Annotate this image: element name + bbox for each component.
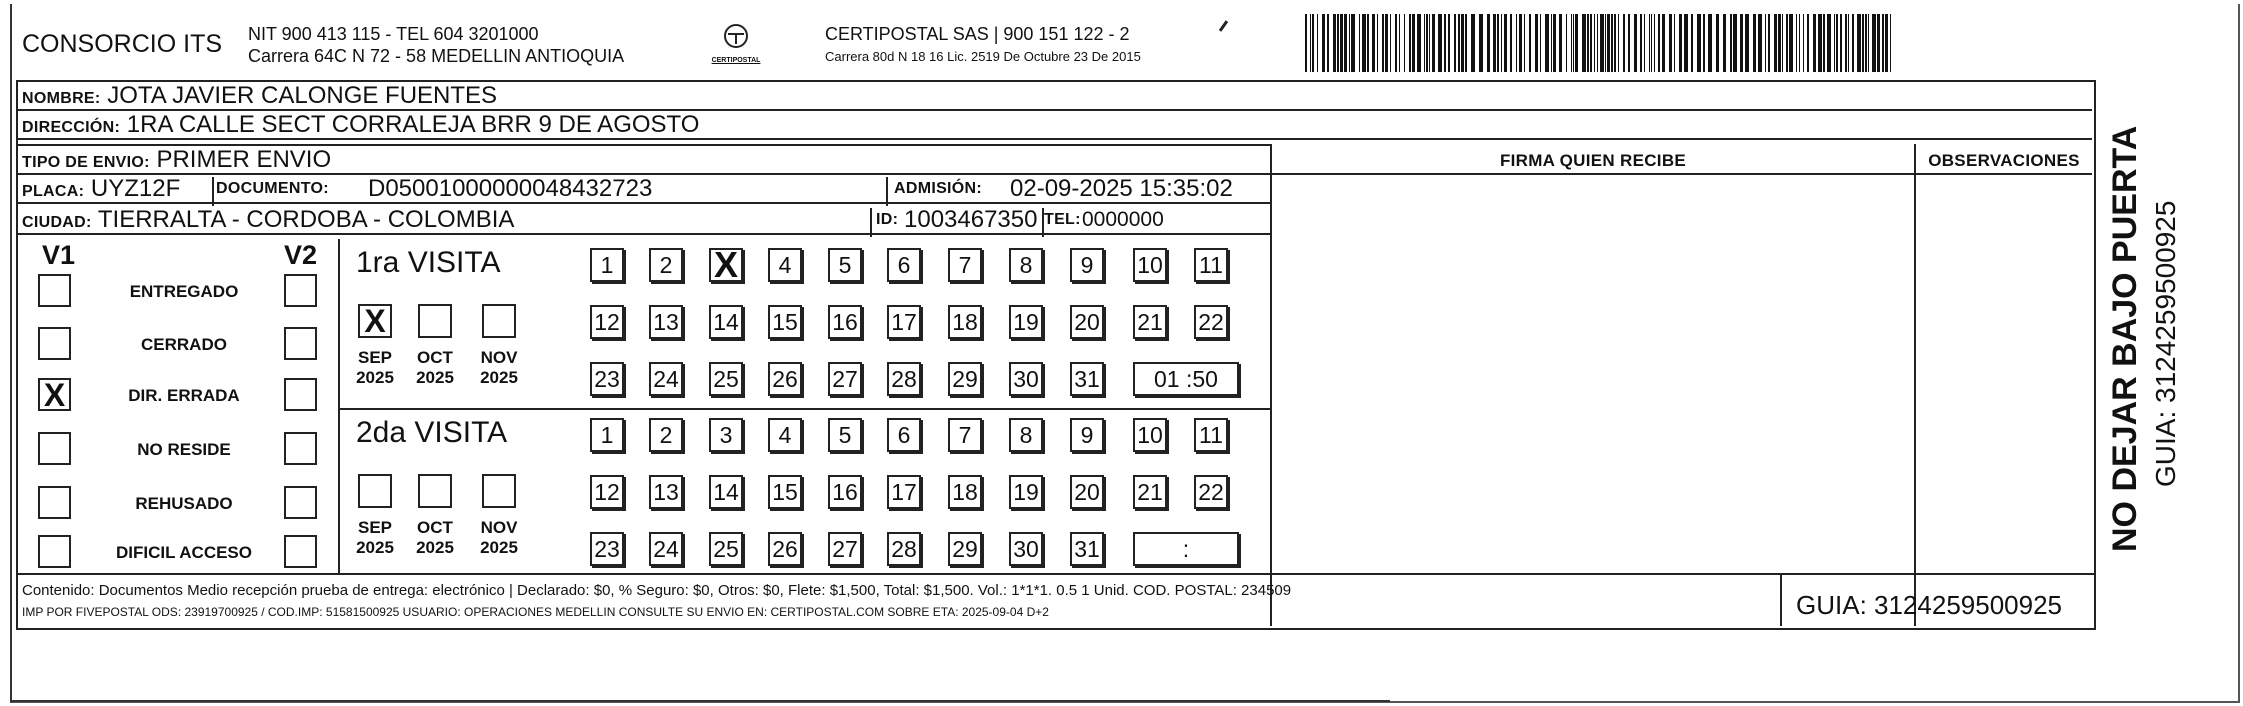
- barcode-bar: [1723, 14, 1726, 72]
- barcode-bar: [1768, 14, 1770, 72]
- barcode-bar: [1691, 14, 1693, 72]
- status-divider: [338, 239, 340, 573]
- v2-checkbox[interactable]: [284, 327, 317, 360]
- barcode-bar: [1465, 14, 1467, 72]
- status-label: ENTREGADO: [129, 282, 239, 301]
- day-box[interactable]: 22: [1194, 305, 1228, 339]
- day-box[interactable]: 29: [948, 362, 982, 396]
- barcode-bar: [1674, 14, 1675, 72]
- v1-header: V1: [42, 240, 76, 270]
- company-name: CONSORCIO ITS: [22, 30, 223, 58]
- barcode-bar: [1377, 14, 1378, 72]
- day-box[interactable]: 27: [828, 362, 862, 396]
- day-box[interactable]: 15: [768, 475, 802, 509]
- barcode-bar: [1426, 14, 1428, 72]
- day-box[interactable]: 30: [1009, 532, 1043, 566]
- month-year: 2025: [480, 368, 518, 387]
- day-box[interactable]: 12: [590, 305, 624, 339]
- month-checkbox[interactable]: [418, 304, 452, 338]
- barcode-bar: [1444, 14, 1446, 72]
- barcode-bar: [1628, 14, 1630, 72]
- barcode-bar: [1823, 14, 1825, 72]
- month-year: 2025: [416, 368, 454, 387]
- day-box[interactable]: 15: [768, 305, 802, 339]
- barcode-bar: [1799, 14, 1800, 72]
- logo-text: CERTIPOSTAL: [711, 57, 761, 64]
- barcode-bar: [1317, 14, 1318, 72]
- barcode-bar: [1479, 14, 1483, 72]
- time-box[interactable]: 01 :50: [1133, 362, 1239, 396]
- day-box[interactable]: 5: [828, 248, 862, 282]
- month-year: 2025: [356, 538, 394, 557]
- day-box[interactable]: 28: [887, 362, 921, 396]
- barcode-bar: [1510, 14, 1512, 72]
- tel-divider: [1042, 208, 1044, 237]
- barcode-bar: [1614, 14, 1616, 72]
- barcode-bar: [1551, 14, 1552, 72]
- barcode-bar: [1559, 14, 1562, 72]
- v1-checkbox[interactable]: [38, 274, 71, 307]
- barcode-bar: [1845, 14, 1847, 72]
- v1-checkbox[interactable]: X: [38, 378, 71, 411]
- month-name: OCT: [417, 518, 453, 537]
- placa-label: PLACA:: [22, 183, 85, 200]
- month-name: OCT: [417, 348, 453, 367]
- barcode-bar: [1305, 14, 1307, 72]
- day-box[interactable]: 6: [887, 418, 921, 452]
- day-box[interactable]: 26: [768, 532, 802, 566]
- barcode-bar: [1662, 14, 1665, 72]
- v2-header: V2: [284, 240, 318, 270]
- footer-guia: GUIA: 3124259500925: [1796, 590, 2062, 620]
- footer-print-info: IMP POR FIVEPOSTAL ODS: 23919700925 / COD.IMP: 51581500925 USUARIO: OPERACIONES MEDELLIN CONSULTE SU ENVIO EN: CERTIPOSTAL.COM SOBRE ETA: 2025-09-04 D+2: [22, 605, 1049, 619]
- month-name: SEP: [357, 518, 393, 537]
- admision-divider: [886, 177, 888, 206]
- barcode-bar: [1882, 14, 1884, 72]
- barcode-bar: [1575, 14, 1578, 72]
- day-box[interactable]: 23: [590, 532, 624, 566]
- barcode-bar: [1644, 14, 1645, 72]
- barcode-bar: [1852, 14, 1854, 72]
- day-box[interactable]: 19: [1009, 305, 1043, 339]
- day-box[interactable]: 25: [709, 362, 743, 396]
- barcode-bar: [1834, 14, 1835, 72]
- barcode-bar: [1412, 14, 1415, 72]
- barcode-bar: [1424, 14, 1425, 72]
- day-box[interactable]: 5: [828, 418, 862, 452]
- barcode-bar: [1461, 14, 1464, 72]
- id-value: 1003467350: [904, 206, 1038, 233]
- barcode-bar: [1372, 14, 1375, 72]
- barcode-bar: [1390, 14, 1391, 72]
- day-box[interactable]: 25: [709, 532, 743, 566]
- v2-checkbox[interactable]: [284, 432, 317, 465]
- id-label: ID:: [876, 211, 899, 228]
- barcode-bar: [1362, 14, 1366, 72]
- barcode-bar: [1813, 14, 1816, 72]
- barcode-bar: [1429, 14, 1430, 72]
- row-tipo: [18, 144, 1270, 175]
- day-box[interactable]: 24: [649, 362, 683, 396]
- barcode-bar: [1524, 14, 1525, 72]
- nombre-label: NOMBRE:: [22, 90, 101, 107]
- barcode-bar: [1590, 14, 1592, 72]
- month-checkbox[interactable]: [418, 474, 452, 508]
- barcode-bar: [1344, 14, 1347, 72]
- barcode-bar: [1571, 14, 1572, 72]
- carrier-name: CERTIPOSTAL SAS | 900 151 122 - 2: [825, 24, 1130, 44]
- barcode-bar: [1803, 14, 1804, 72]
- day-box[interactable]: 21: [1133, 305, 1167, 339]
- month-name: NOV: [480, 348, 518, 367]
- barcode-bar: [1611, 14, 1613, 72]
- barcode-bar: [1684, 14, 1688, 72]
- month-checkbox[interactable]: X: [358, 304, 392, 338]
- status-label: DIR. ERRADA: [128, 386, 240, 405]
- barcode-bar: [1333, 14, 1336, 72]
- month-name: SEP: [357, 348, 393, 367]
- day-box[interactable]: 1: [590, 418, 624, 452]
- barcode-bar: [1519, 14, 1522, 72]
- barcode-bar: [1890, 14, 1891, 72]
- barcode-bar: [1516, 14, 1517, 72]
- v2-checkbox[interactable]: [284, 274, 317, 307]
- direccion-value: 1RA CALLE SECT CORRALEJA BRR 9 DE AGOSTO: [126, 111, 700, 138]
- day-box[interactable]: 13: [649, 475, 683, 509]
- barcode-bar: [1587, 14, 1589, 72]
- status-label: DIFICIL ACCESO: [115, 543, 252, 562]
- footer-contents: Contenido: Documentos Medio recepción prueba de entrega: electrónico | Declarado: $0, % Seguro: $0, Otros: $0, Flete: $1,500, Total: $1,500. Vol.: 1*1*1. 0.5 1 Unid. COD. POSTAL: 234509: [22, 582, 1292, 599]
- barcode-bar: [1607, 14, 1610, 72]
- barcode-bar: [1327, 14, 1329, 72]
- barcode-bar: [1597, 14, 1598, 72]
- month-checkbox[interactable]: [482, 304, 516, 338]
- day-box[interactable]: 6: [887, 248, 921, 282]
- day-box[interactable]: 17: [887, 305, 921, 339]
- v2-checkbox[interactable]: [284, 378, 317, 411]
- barcode-bar: [1493, 14, 1496, 72]
- v2-checkbox[interactable]: [284, 535, 317, 568]
- side-notice: NO DEJAR BAJO PUERTA: [2106, 125, 2144, 552]
- barcode-bar: [1471, 14, 1475, 72]
- day-box[interactable]: 4: [768, 418, 802, 452]
- day-box[interactable]: 31: [1070, 532, 1104, 566]
- barcode-bar: [1796, 14, 1797, 72]
- barcode-bar: [1409, 14, 1411, 72]
- barcode-bar: [1497, 14, 1499, 72]
- day-box[interactable]: 13: [649, 305, 683, 339]
- barcode-bar: [1417, 14, 1421, 72]
- direccion-label: DIRECCIÓN:: [22, 119, 121, 136]
- logo-emblem-icon: [703, 22, 769, 52]
- observaciones-label: OBSERVACIONES: [1928, 151, 2080, 170]
- barcode-bar: [1877, 14, 1880, 72]
- tel-label: TEL:: [1044, 211, 1081, 228]
- day-box[interactable]: 2: [649, 418, 683, 452]
- barcode-bar: [1454, 14, 1456, 72]
- barcode-bar: [1758, 14, 1762, 72]
- barcode-bar: [1862, 14, 1864, 72]
- barcode-bar: [1395, 14, 1397, 72]
- barcode-bar: [1740, 14, 1743, 72]
- tel-value: 0000000: [1082, 208, 1164, 231]
- firma-column-divider: [1270, 144, 1272, 626]
- barcode-bar: [1848, 14, 1849, 72]
- documento-value: D05001000000048432723: [368, 175, 653, 202]
- day-box[interactable]: 17: [887, 475, 921, 509]
- barcode-bar: [1658, 14, 1660, 72]
- time-box[interactable]: :: [1133, 532, 1239, 566]
- barcode-bar: [1782, 14, 1783, 72]
- certipostal-logo: [703, 22, 769, 68]
- barcode-bar: [1774, 14, 1777, 72]
- day-box[interactable]: 9: [1070, 418, 1104, 452]
- barcode-bar: [1501, 14, 1502, 72]
- v1-checkbox[interactable]: [38, 432, 71, 465]
- barcode-bar: [1818, 14, 1822, 72]
- barcode-bar: [1385, 14, 1388, 72]
- row-direccion: [18, 111, 2092, 140]
- barcode-bar: [1529, 14, 1531, 72]
- row-nombre: [18, 82, 2092, 111]
- day-box[interactable]: 14: [709, 475, 743, 509]
- day-box[interactable]: 8: [1009, 248, 1043, 282]
- barcode-bar: [1649, 14, 1650, 72]
- footer-guia-divider: [1780, 575, 1782, 626]
- row-placa: [18, 175, 1270, 204]
- status-label: REHUSADO: [135, 494, 233, 513]
- barcode-bar: [1438, 14, 1442, 72]
- day-box[interactable]: 20: [1070, 475, 1104, 509]
- barcode-bar: [1840, 14, 1842, 72]
- barcode-bar: [1594, 14, 1595, 72]
- barcode-bar: [1634, 14, 1637, 72]
- day-box[interactable]: 21: [1133, 475, 1167, 509]
- id-divider: [870, 208, 872, 237]
- month-year: 2025: [416, 538, 454, 557]
- barcode-bar: [1573, 14, 1574, 72]
- firma-header-line: [1270, 173, 2092, 175]
- day-box[interactable]: 10: [1133, 248, 1167, 282]
- barcode-bar: [1487, 14, 1490, 72]
- day-box[interactable]: 12: [590, 475, 624, 509]
- day-box[interactable]: 27: [828, 532, 862, 566]
- day-box[interactable]: 20: [1070, 305, 1104, 339]
- day-box[interactable]: 10: [1133, 418, 1167, 452]
- day-box[interactable]: 8: [1009, 418, 1043, 452]
- tipo-label: TIPO DE ENVIO:: [22, 154, 150, 171]
- day-box[interactable]: 9: [1070, 248, 1104, 282]
- barcode-bar: [1535, 14, 1538, 72]
- barcode-bar: [1730, 14, 1732, 72]
- barcode-bar: [1359, 14, 1360, 72]
- barcode-bar: [1679, 14, 1682, 72]
- barcode-bar: [1716, 14, 1719, 72]
- month-name: NOV: [480, 518, 518, 537]
- status-label: CERRADO: [141, 335, 227, 354]
- day-box[interactable]: 22: [1194, 475, 1228, 509]
- barcode-bar: [1640, 14, 1642, 72]
- visit-divider: [338, 408, 1270, 410]
- day-box[interactable]: 3: [709, 418, 743, 452]
- barcode-bar: [1651, 14, 1652, 72]
- barcode-bar: [1618, 14, 1619, 72]
- barcode-bar: [1582, 14, 1586, 72]
- day-box[interactable]: 30: [1009, 362, 1043, 396]
- barcode-bar: [1540, 14, 1541, 72]
- barcode-bar: [1733, 14, 1737, 72]
- v1-checkbox[interactable]: [38, 535, 71, 568]
- day-box[interactable]: 7: [948, 418, 982, 452]
- barcode-bar: [1786, 14, 1788, 72]
- side-guia: GUIA: 3124259500925: [2150, 200, 2181, 487]
- company-address: Carrera 64C N 72 - 58 MEDELLIN ANTIOQUIA: [248, 46, 625, 66]
- barcode-bar: [1382, 14, 1384, 72]
- visit-title: 1ra VISITA: [356, 246, 501, 279]
- barcode-bar: [1566, 14, 1567, 72]
- v2-checkbox[interactable]: [284, 486, 317, 519]
- barcode-bar: [1807, 14, 1809, 72]
- barcode-bar: [1349, 14, 1350, 72]
- barcode-bar: [1708, 14, 1712, 72]
- barcode-bar: [1351, 14, 1355, 72]
- v1-checkbox[interactable]: [38, 327, 71, 360]
- month-year: 2025: [480, 538, 518, 557]
- day-box[interactable]: 31: [1070, 362, 1104, 396]
- ciudad-value: TIERRALTA - CORDOBA - COLOMBIA: [97, 206, 515, 233]
- day-box[interactable]: 14: [709, 305, 743, 339]
- day-box[interactable]: 23: [590, 362, 624, 396]
- row-ciudad: [18, 206, 1270, 235]
- nombre-value: JOTA JAVIER CALONGE FUENTES: [107, 82, 498, 109]
- placa-value: UYZ12F: [90, 175, 181, 202]
- barcode-bar: [1872, 14, 1876, 72]
- day-box[interactable]: 1: [590, 248, 624, 282]
- barcode-bar: [1703, 14, 1705, 72]
- barcode-bar: [1404, 14, 1405, 72]
- barcode-bar: [1654, 14, 1655, 72]
- month-checkbox[interactable]: [482, 474, 516, 508]
- barcode-bar: [1868, 14, 1869, 72]
- barcode-bar: [1367, 14, 1369, 72]
- firma-label: FIRMA QUIEN RECIBE: [1499, 151, 1687, 170]
- barcode-bar: [1778, 14, 1781, 72]
- barcode-bar: [1745, 14, 1749, 72]
- admision-label: ADMISIÓN:: [894, 180, 983, 197]
- placa-divider: [212, 177, 214, 206]
- barcode-bar: [1310, 14, 1311, 72]
- barcode-bar: [1753, 14, 1756, 72]
- admision-value: 02-09-2025 15:35:02: [1010, 175, 1233, 202]
- barcode-bar: [1605, 14, 1606, 72]
- barcode-bar: [1545, 14, 1549, 72]
- barcode: [1305, 14, 1895, 72]
- day-box[interactable]: 16: [828, 305, 862, 339]
- barcode-bar: [1337, 14, 1339, 72]
- day-box[interactable]: 2: [649, 248, 683, 282]
- day-box[interactable]: 28: [887, 532, 921, 566]
- carrier-license: Carrera 80d N 18 16 Lic. 2519 De Octubre 23 De 2015: [825, 49, 1141, 64]
- tipo-value: PRIMER ENVIO: [156, 146, 332, 173]
- barcode-bar: [1857, 14, 1861, 72]
- day-box[interactable]: X: [709, 248, 743, 282]
- day-box[interactable]: 4: [768, 248, 802, 282]
- month-checkbox[interactable]: [358, 474, 392, 508]
- day-box[interactable]: 16: [828, 475, 862, 509]
- barcode-bar: [1340, 14, 1343, 72]
- ciudad-label: CIUDAD:: [22, 214, 92, 231]
- day-box[interactable]: 11: [1194, 418, 1228, 452]
- barcode-bar: [1789, 14, 1793, 72]
- barcode-bar: [1504, 14, 1507, 72]
- day-box[interactable]: 11: [1194, 248, 1228, 282]
- barcode-bar: [1312, 14, 1314, 72]
- status-label: NO RESIDE: [137, 440, 231, 459]
- barcode-bar: [1553, 14, 1556, 72]
- barcode-bar: [1765, 14, 1766, 72]
- visit-title: 2da VISITA: [356, 416, 508, 449]
- barcode-bar: [1865, 14, 1867, 72]
- barcode-bar: [1697, 14, 1701, 72]
- barcode-bar: [1827, 14, 1831, 72]
- barcode-bar: [1458, 14, 1460, 72]
- v1-checkbox[interactable]: [38, 486, 71, 519]
- barcode-bar: [1885, 14, 1888, 72]
- barcode-bar: [1322, 14, 1325, 72]
- observaciones-column-divider: [1914, 144, 1916, 626]
- barcode-bar: [1836, 14, 1838, 72]
- day-box[interactable]: 19: [1009, 475, 1043, 509]
- day-box[interactable]: 7: [948, 248, 982, 282]
- month-year: 2025: [356, 368, 394, 387]
- day-box[interactable]: 29: [948, 532, 982, 566]
- day-box[interactable]: 18: [948, 305, 982, 339]
- documento-label: DOCUMENTO:: [216, 180, 329, 197]
- barcode-bar: [1600, 14, 1604, 72]
- barcode-bar: [1399, 14, 1400, 72]
- barcode-bar: [1669, 14, 1672, 72]
- bottom-edge: [10, 700, 1390, 702]
- company-nit: NIT 900 413 115 - TEL 604 3201000: [248, 24, 539, 44]
- barcode-bar: [1623, 14, 1625, 72]
- barcode-bar: [1432, 14, 1435, 72]
- barcode-bar: [1448, 14, 1450, 72]
- day-box[interactable]: 18: [948, 475, 982, 509]
- day-box[interactable]: 26: [768, 362, 802, 396]
- day-box[interactable]: 24: [649, 532, 683, 566]
- footer-divider: [16, 573, 2094, 575]
